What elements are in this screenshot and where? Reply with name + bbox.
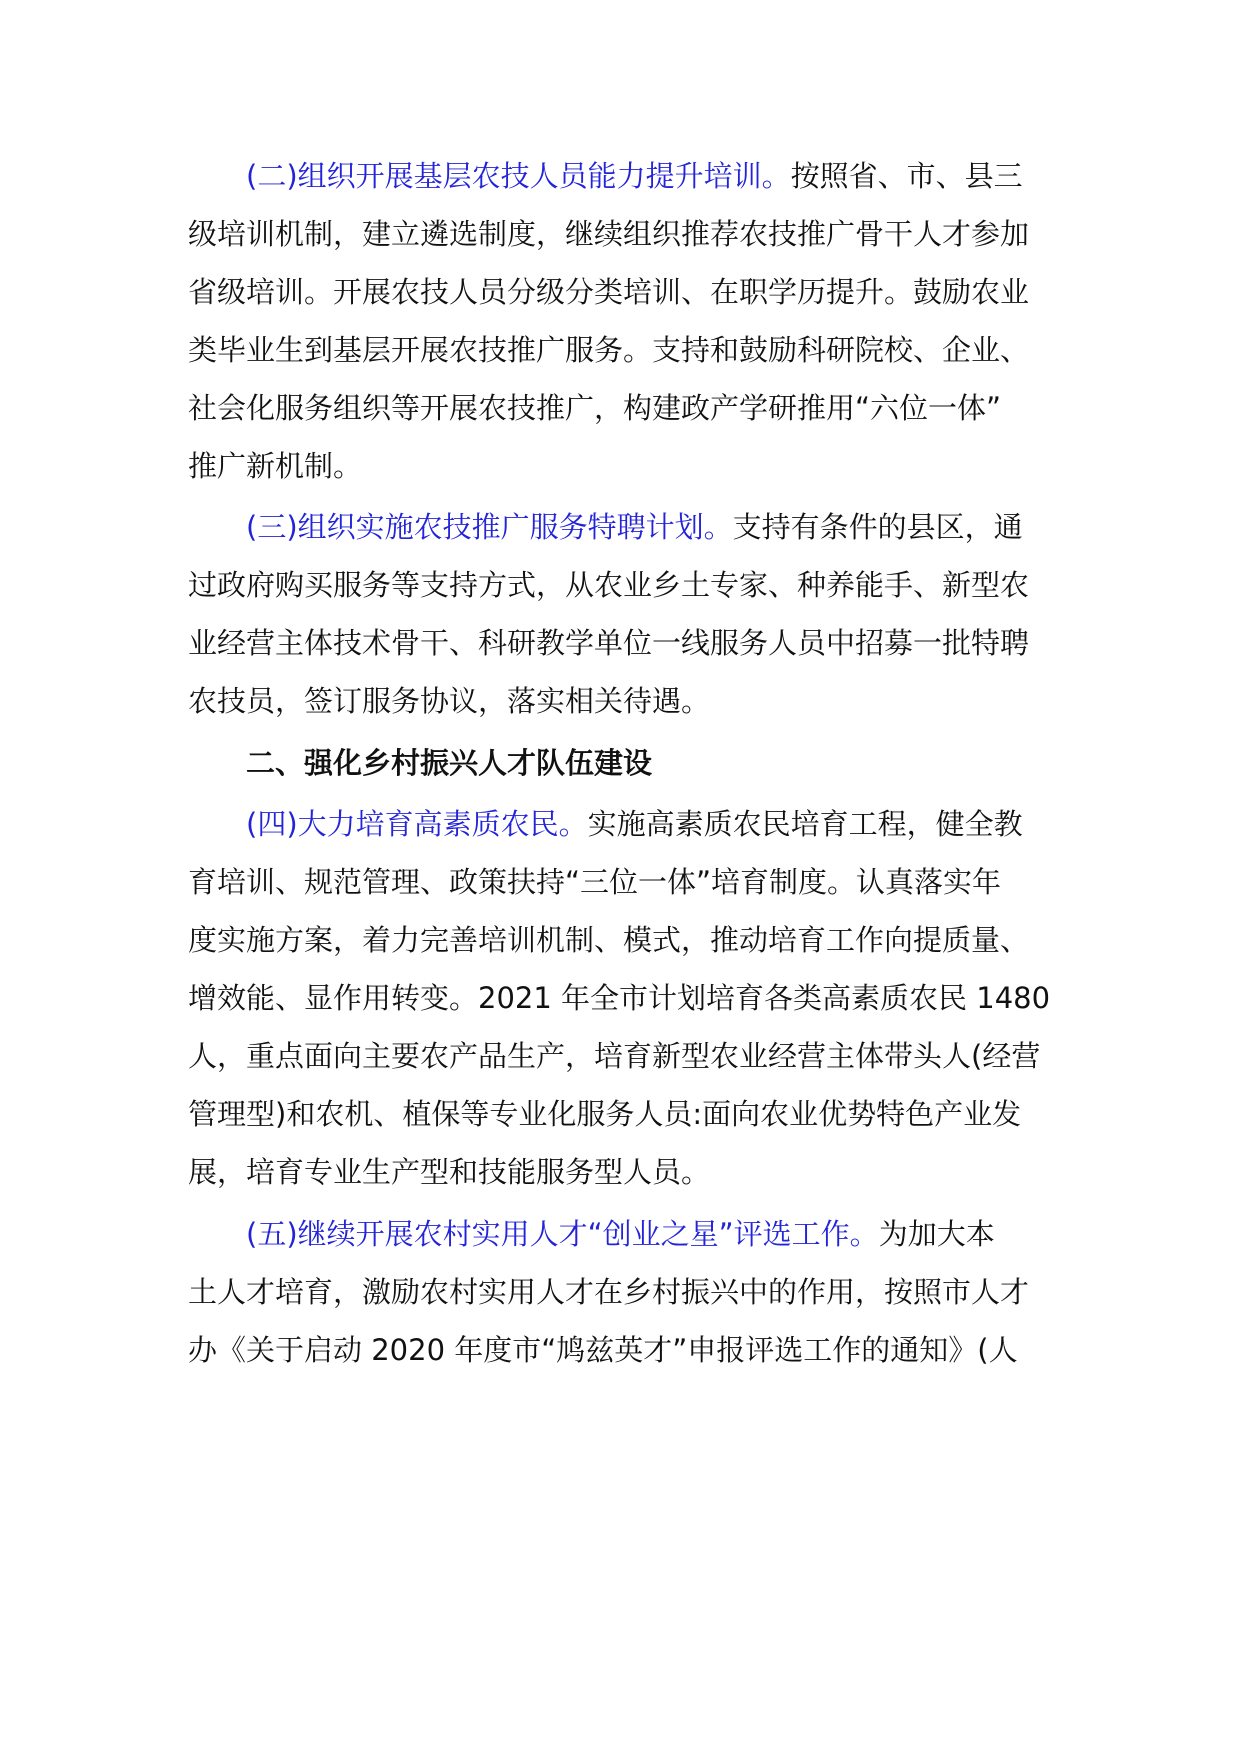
paragraph-2-line-1 <box>246 156 1023 196</box>
line-text: 办《关于启动 2020 年度市“鸠兹英才”申报评选工作的通知》(人 <box>188 1333 1018 1367</box>
line-text: 育培训、规范管理、政策扶持“三位一体”培育制度。认真落实年 <box>188 865 1002 899</box>
paragraph-2-line-6 <box>188 446 362 486</box>
line-text: 管理型)和农机、植保等专业化服务人员:面向农业优势特色产业发 <box>188 1097 1022 1131</box>
line-text: 实施高素质农民培育工程，健全教 <box>587 807 1023 841</box>
chapter-heading <box>246 743 652 783</box>
paragraph-5-line-3 <box>188 1330 1018 1370</box>
line-text: 社会化服务组织等开展农技推广，构建政产学研推用“六位一体” <box>188 391 1002 425</box>
paragraph-2-line-2 <box>188 214 1029 254</box>
section-title-4: (四)大力培育高素质农民。 <box>246 807 588 841</box>
paragraph-5-line-1 <box>246 1214 995 1254</box>
paragraph-4-line-3 <box>188 920 1029 960</box>
line-text: 土人才培育，激励农村实用人才在乡村振兴中的作用，按照市人才 <box>188 1275 1030 1309</box>
line-text: 增效能、显作用转变。2021 年全市计划培育各类高素质农民 1480 <box>188 981 1051 1015</box>
paragraph-5-line-2 <box>188 1272 1029 1312</box>
line-text: 过政府购买服务等支持方式，从农业乡土专家、种养能手、新型农 <box>188 568 1030 602</box>
line-text: 人，重点面向主要农产品生产，培育新型农业经营主体带头人(经营 <box>188 1039 1041 1073</box>
line-text: 展，培育专业生产型和技能服务型人员。 <box>188 1155 711 1189</box>
line-text: 按照省、市、县三 <box>790 159 1023 193</box>
paragraph-2-line-5 <box>188 388 1001 428</box>
line-text: 农技员，签订服务协议，落实相关待遇。 <box>188 684 711 718</box>
paragraph-2-line-4 <box>188 330 1029 370</box>
line-text: 为加大本 <box>878 1217 995 1251</box>
paragraph-4-line-7 <box>188 1152 710 1192</box>
paragraph-3-line-3 <box>188 623 1029 663</box>
section-title-5: (五)继续开展农村实用人才“创业之星”评选工作。 <box>246 1217 879 1251</box>
paragraph-3-line-1 <box>246 507 1023 547</box>
paragraph-2-line-3 <box>188 272 1029 312</box>
paragraph-3-line-4 <box>188 681 710 721</box>
line-text: 支持有条件的县区，通 <box>732 510 1023 544</box>
paragraph-4-line-6 <box>188 1094 1021 1134</box>
heading-text: 二、强化乡村振兴人才队伍建设 <box>246 746 653 780</box>
paragraph-4-line-5 <box>188 1036 1040 1076</box>
line-text: 推广新机制。 <box>188 449 363 483</box>
section-title-3: (三)组织实施农技推广服务特聘计划。 <box>246 510 733 544</box>
paragraph-3-line-2 <box>188 565 1029 605</box>
paragraph-4-line-4 <box>188 978 1050 1018</box>
paragraph-4-line-1 <box>246 804 1023 844</box>
line-text: 业经营主体技术骨干、科研教学单位一线服务人员中招募一批特聘 <box>188 626 1030 660</box>
line-text: 类毕业生到基层开展农技推广服务。支持和鼓励科研院校、企业、 <box>188 333 1030 367</box>
line-text: 省级培训。开展农技人员分级分类培训、在职学历提升。鼓励农业 <box>188 275 1030 309</box>
line-text: 级培训机制，建立遴选制度，继续组织推荐农技推广骨干人才参加 <box>188 217 1030 251</box>
paragraph-4-line-2 <box>188 862 1001 902</box>
line-text: 度实施方案，着力完善培训机制、模式，推动培育工作向提质量、 <box>188 923 1030 957</box>
section-title-2: (二)组织开展基层农技人员能力提升培训。 <box>246 159 791 193</box>
